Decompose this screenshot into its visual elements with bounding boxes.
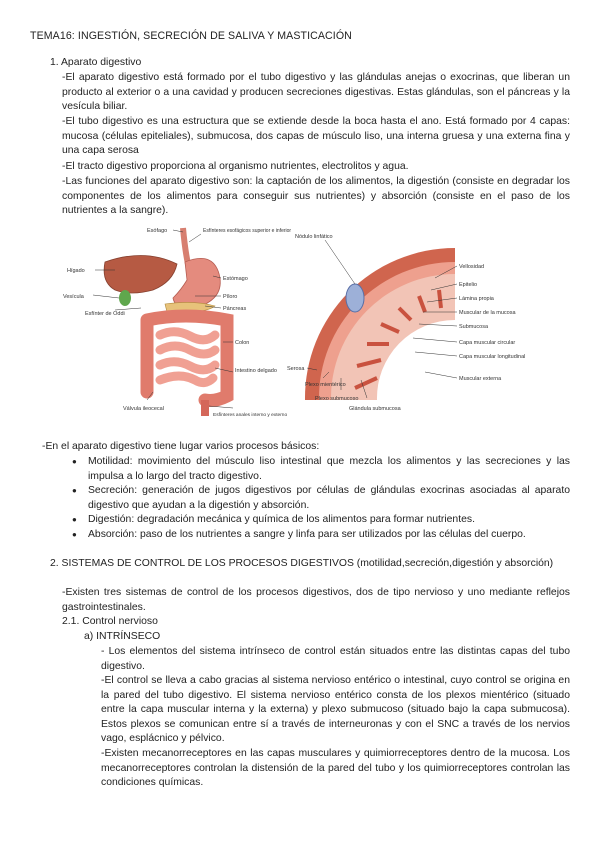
- label-esfinter-oddi: Esfínter de Oddi: [85, 311, 125, 317]
- label-lamina-propia: Lámina propia: [459, 296, 494, 302]
- label-esfinteres-esofagicos: Esfínteres esofágicos superior e inferior: [203, 228, 292, 234]
- label-muscular-mucosa: Muscular de la mucosa: [459, 310, 516, 316]
- label-intestino-delgado: Intestino delgado: [235, 368, 277, 374]
- list-item: ● Digestión: degradación mecánica y química de los alimentos para formar nutrientes.: [88, 513, 570, 528]
- section2-paragraph: -El control se lleva a cabo gracias al sistema nervioso entérico o intestinal, cuyo control se origina en la pared del tubo digestivo. El sistema nervioso entérico consta de los plexos mientérico (situado entre la capa muscular interna y la externa) y plexo submucoso (situado bajo la capa submucosa). Estos plexos se comunican entre sí a través de interneuronas y con el SNC a través de los nervios vago, esplácnico y pélvico.: [101, 675, 570, 744]
- section1-paragraph: -Las funciones del aparato digestivo son: la captación de los alimentos, la digestión (consiste en degradar los componentes de los alimentos para conseguir sus nutrientes) y absorción (consiste en el paso de los nutrientes a la sangre).: [62, 176, 570, 216]
- section1-heading: 1. Aparato digestivo: [50, 57, 142, 68]
- page-title: TEMA16: INGESTIÓN, SECRECIÓN DE SALIVA Y MASTICACIÓN: [30, 30, 352, 42]
- label-higado: Hígado: [67, 268, 85, 274]
- label-muscular-externa: Muscular externa: [459, 376, 502, 382]
- subsection-intrinseco: a) INTRÍNSECO: [84, 631, 161, 642]
- list-item: ● Motilidad: movimiento del músculo liso intestinal que mezcla los alimentos y las secreciones y las impulsa a lo largo del tracto digestivo.: [88, 455, 570, 484]
- label-esfinteres-anales: Esfínteres anales interno y externo: [213, 413, 288, 418]
- digestive-system-figure: [55, 220, 292, 420]
- label-valvula-ileocecal: Válvula ileocecal: [123, 406, 164, 412]
- label-serosa: Serosa: [287, 366, 305, 372]
- label-plexo-submucoso: Plexo submucoso: [315, 396, 359, 402]
- label-submucosa: Submucosa: [459, 324, 489, 330]
- processes-intro: -En el aparato digestivo tiene lugar varios procesos básicos:: [42, 441, 320, 452]
- label-vellosidad: Vellosidad: [459, 264, 485, 270]
- subsection-control-nervioso: 2.1. Control nervioso: [62, 616, 158, 627]
- list-item: ● Secreción: generación de jugos digestivos por células de glándulas exocrinas asociadas al aparato digestivo que ayudan a la digestión y absorción.: [88, 484, 570, 513]
- label-piloro: Píloro: [223, 294, 238, 300]
- list-item: ● Absorción: paso de los nutrientes a sangre y linfa para ser utilizados por las células del cuerpo.: [88, 528, 570, 543]
- label-epitelio: Epitelio: [459, 282, 478, 288]
- section2-heading: 2. SISTEMAS DE CONTROL DE LOS PROCESOS DIGESTIVOS (motilidad,secreción,digestión y absorción): [50, 558, 554, 569]
- section1-paragraph: -El aparato digestivo está formado por el tubo digestivo y las glándulas anejas o exocrinas, que liberan un producto al exterior o a una cavidad y producen secreciones digestivas. Estas glándulas, son el páncreas y la vesícula biliar.: [62, 72, 570, 112]
- section1-paragraph: -El tracto digestivo proporciona al organismo nutrientes, electrolitos y agua.: [62, 161, 409, 172]
- section2-paragraph: -Existen mecanorreceptores en las capas musculares y quimiorreceptores dentro de la mucosa. Los mecanorreceptores controlan la distensión de la pared del tubo y los quimiorreceptores controlan las condiciones químicas.: [101, 748, 570, 788]
- label-plexo-mienterico: Plexo mientérico: [305, 382, 346, 388]
- label-colon: Colon: [235, 340, 250, 346]
- section1-paragraph: -El tubo digestivo es una estructura que se extiende desde la boca hasta el ano. Está formado por 4 capas: mucosa (células epiteliales), submucosa, dos capas de músculo liso, una interna gruesa y una externa fina y una capa serosa: [62, 116, 570, 156]
- label-capa-longitudinal: Capa muscular longitudinal: [459, 354, 526, 360]
- label-nodulo-linfatico: Nódulo linfático: [295, 234, 333, 240]
- label-pancreas: Páncreas: [223, 306, 247, 312]
- label-capa-circular: Capa muscular circular: [459, 340, 516, 346]
- section2-intro: -Existen tres sistemas de control de los procesos digestivos, dos de tipo nervioso y uno mediante reflejos gastrointestinales.: [62, 587, 570, 613]
- label-esofago: Esófago: [147, 228, 168, 234]
- label-glandula-submucosa: Glándula submucosa: [349, 406, 401, 412]
- intestinal-wall-figure: [285, 228, 560, 420]
- label-estomago: Estómago: [223, 276, 248, 282]
- label-vesicula: Vesícula: [63, 294, 84, 300]
- section2-paragraph: - Los elementos del sistema intrínseco de control están situados entre las distintas capas del tubo digestivo.: [101, 646, 570, 672]
